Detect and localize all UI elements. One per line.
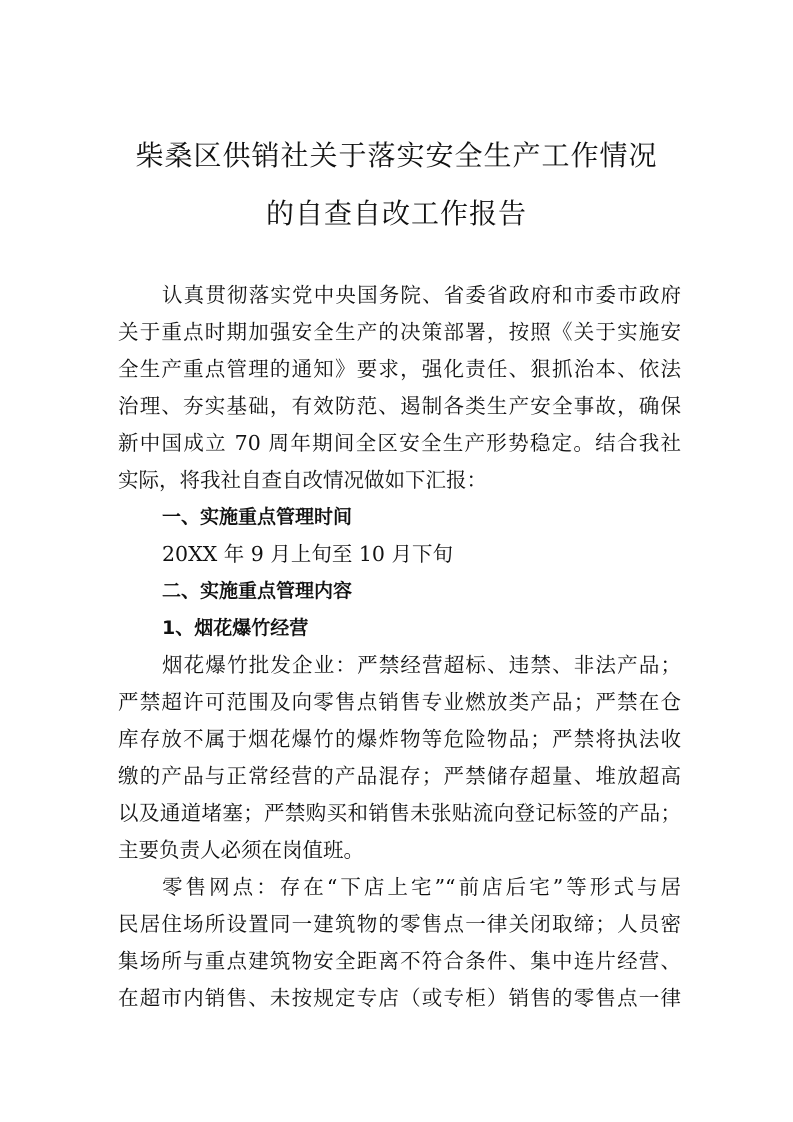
section-1-text: 20XX 年 9 月上旬至 10 月下旬 <box>162 542 453 566</box>
document-title-line-2: 的自查自改工作报告 <box>265 197 527 230</box>
subsection-heading-1: 1、烟花爆竹经营 <box>162 617 309 639</box>
paragraph-line: 在超市内销售、未按规定专店（或专柜）销售的零售点一律 <box>118 986 681 1010</box>
paragraph-line: 新中国成立 70 周年期间全区安全生产形势稳定。结合我社 <box>118 431 681 455</box>
paragraph-line: 认真贯彻落实党中央国务院、省委省政府和市委市政府 <box>162 283 681 307</box>
paragraph-line: 严禁超许可范围及向零售点销售专业燃放类产品；严禁在仓 <box>118 690 681 714</box>
paragraph-line: 零售网点：存在“下店上宅”“前店后宅”等形式与居 <box>162 875 681 899</box>
paragraph-line: 全生产重点管理的通知》要求，强化责任、狠抓治本、依法 <box>118 357 681 381</box>
section-heading-2: 二、实施重点管理内容 <box>162 580 353 602</box>
paragraph-line: 缴的产品与正常经营的产品混存；严禁储存超量、堆放超高 <box>118 764 681 788</box>
section-heading-1: 一、实施重点管理时间 <box>162 506 353 528</box>
paragraph-line: 关于重点时期加强安全生产的决策部署，按照《关于实施安 <box>118 320 681 344</box>
intro-paragraph <box>118 277 681 499</box>
paragraph-line: 治理、夯实基础，有效防范、遏制各类生产安全事故，确保 <box>118 394 681 418</box>
paragraph-line: 烟花爆竹批发企业：严禁经营超标、违禁、非法产品； <box>162 653 681 677</box>
paragraph-line: 集场所与重点建筑物安全距离不符合条件、集中连片经营、 <box>118 949 681 973</box>
paragraph-line: 库存放不属于烟花爆竹的爆炸物等危险物品；严禁将执法收 <box>118 727 681 751</box>
retail-paragraph <box>118 869 681 1017</box>
paragraph-line: 民居住场所设置同一建筑物的零售点一律关闭取缔；人员密 <box>118 912 681 936</box>
paragraph-line: 以及通道堵塞；严禁购买和销售未张贴流向登记标签的产品； <box>118 801 681 825</box>
paragraph-line: 主要负责人必须在岗值班。 <box>118 838 364 862</box>
paragraph-line: 实际，将我社自查自改情况做如下汇报： <box>118 468 487 492</box>
document-title-line-1: 柴桑区供销社关于落实安全生产工作情况 <box>135 139 658 172</box>
document-body <box>118 277 681 1017</box>
wholesale-paragraph <box>118 647 681 869</box>
